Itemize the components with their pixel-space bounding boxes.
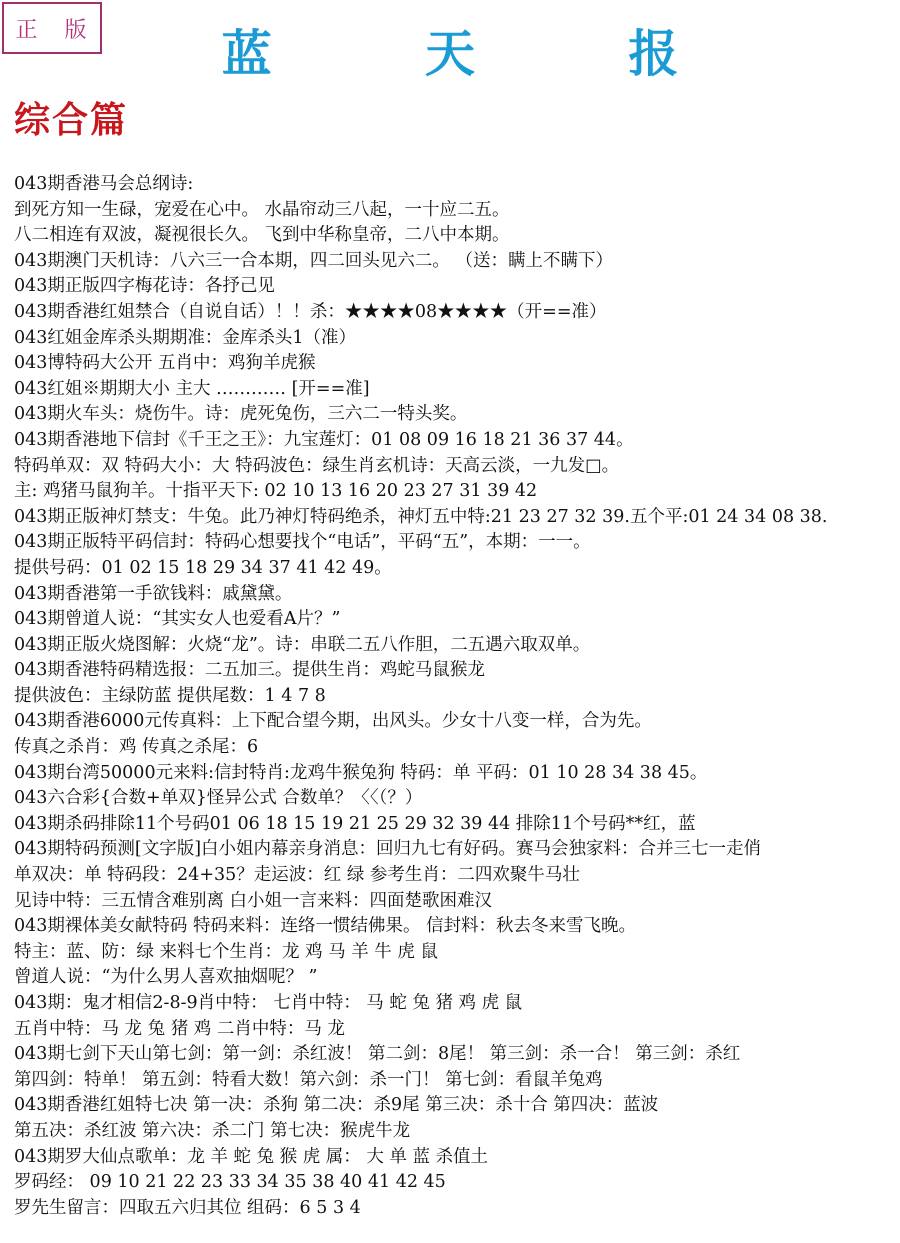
text-line: 043博特码大公开 五肖中：鸡狗羊虎猴 — [14, 353, 316, 374]
text-line: 043期杀码排除11个号码01 06 18 15 19 21 25 29 32 39 44 排除11个号码**红，蓝 — [14, 813, 696, 834]
text-line: 043期火车头：烧伤牛。诗：虎死兔伤，三六二一特头奖。 — [14, 404, 468, 425]
text-line: 043期裸体美女献特码 特码来料：连络一惯结佛果。 信封料：秋去冬来雪飞晚。 — [14, 916, 637, 937]
text-line: 第五决：杀红波 第六决：杀二门 第七决：猴虎牛龙 — [14, 1120, 411, 1141]
text-line: 043期罗大仙点歌单：龙 羊 蛇 兔 猴 虎 属： 大 单 蓝 杀值土 — [14, 1146, 489, 1167]
text-line: 043期正版火烧图解：火烧“龙”。诗：串联二五八作胆，二五遇六取双单。 — [14, 634, 591, 655]
text-line: 罗码经： 09 10 21 22 23 33 34 35 38 40 41 42 45 — [14, 1172, 446, 1193]
page-title: 蓝 天 报 — [221, 24, 747, 83]
text-line: 043期香港特码精选报：二五加三。提供生肖：鸡蛇马鼠猴龙 — [14, 660, 485, 681]
text-line: 提供波色：主绿防蓝 提供尾数：1 4 7 8 — [14, 685, 326, 706]
text-line: 特主：蓝、防：绿 来料七个生肖：龙 鸡 马 羊 牛 虎 鼠 — [14, 941, 438, 962]
text-line: 043期香港红姐特七决 第一决：杀狗 第二决：杀9尾 第三决：杀十合 第四决：蓝波 — [14, 1095, 659, 1116]
text-line: 043期香港第一手欲钱料：戚黛黛。 — [14, 583, 293, 604]
text-line: 043期七剑下天山第七剑：第一剑：杀红波！ 第二剑：8尾！ 第三剑：杀一合！ 第三剑：杀红 — [14, 1044, 741, 1065]
text-line: 罗先生留言：四取五六归其位 组码：6 5 3 4 — [14, 1197, 361, 1218]
text-line: 特码单双：双 特码大小：大 特码波色：绿生肖玄机诗：天高云淡，一九发□。 — [14, 455, 620, 476]
text-line: 主: 鸡猪马鼠狗羊。十指平天下: 02 10 13 16 20 23 27 31 39 42 — [14, 481, 538, 502]
text-line: 曾道人说：“为什么男人喜欢抽烟呢？ ” — [14, 967, 318, 988]
text-line: 五肖中特：马 龙 兔 猪 鸡 二肖中特：马 龙 — [14, 1018, 345, 1039]
text-line: 043期正版四字梅花诗：各抒己见 — [14, 276, 275, 297]
text-line: 单双决：单 特码段：24+35？走运波：红 绿 参考生肖：二四欢聚牛马壮 — [14, 865, 580, 886]
text-line: 043期澳门天机诗：八六三一合本期，四二回头见六二。 （送：瞒上不瞒下） — [14, 250, 613, 271]
genuine-edition-badge: 正 版 — [2, 2, 102, 54]
text-line: 043期：鬼才相信2-8-9肖中特： 七肖中特： 马 蛇 兔 猪 鸡 虎 鼠 — [14, 993, 523, 1013]
text-line: 到死方知一生碌，宠爱在心中。 水晶帘动三八起，一十应二五。 — [14, 199, 510, 220]
text-line: 043红姐金库杀头期期准：金库杀头1（准） — [14, 327, 357, 348]
text-line: 043期香港红姐禁合（自说自话）！！杀：★★★★08★★★★（开==准） — [14, 301, 607, 322]
text-line: 043期香港马会总纲诗: — [14, 174, 194, 194]
text-line: 第四剑：特单！ 第五剑：特看大数！第六剑：杀一门！ 第七剑：看鼠羊兔鸡 — [14, 1069, 603, 1090]
text-line: 043期特码预测[文字版]白小姐内幕亲身消息：回归九七有好码。赛马会独家料：合并三七一走俏 — [14, 839, 762, 860]
text-line: 043期香港地下信封《千王之王》：九宝莲灯：01 08 09 16 18 21 36 37 44。 — [14, 429, 634, 450]
text-line: 043期曾道人说：“其实女人也爱看A片？” — [14, 609, 341, 630]
text-line: 043期台湾50000元来料:信封特肖:龙鸡牛猴兔狗 特码：单 平码：01 10 28 34 38 45。 — [14, 762, 708, 783]
text-line: 043期正版特平码信封：特码心想要找个“电话”，平码“五”，本期：一一。 — [14, 532, 591, 553]
content-body — [14, 172, 894, 1221]
text-line: 043六合彩{合数+单双}怪异公式 合数单？〈〈（？） — [14, 788, 423, 809]
text-line: 提供号码：01 02 15 18 29 34 37 41 42 49。 — [14, 557, 392, 578]
text-line: 八二相连有双波，凝视很长久。 飞到中华称皇帝，二八中本期。 — [14, 225, 510, 246]
text-line: 043期正版神灯禁支：牛兔。此乃神灯特码绝杀，神灯五中特:21 23 27 32 39.五个平:01 24 34 08 38. — [14, 506, 828, 527]
text-line: 见诗中特：三五情含难别离 白小姐一言来料：四面楚歌困难汉 — [14, 890, 493, 911]
text-line: 043期香港6000元传真料：上下配合望今期，出风头。少女十八变一样，合为先。 — [14, 711, 652, 732]
text-line: 043红姐※期期大小 主大 ………… [开==准] — [14, 378, 370, 399]
text-line: 传真之杀肖：鸡 传真之杀尾：6 — [14, 737, 259, 758]
section-title: 综合篇 — [14, 99, 129, 141]
